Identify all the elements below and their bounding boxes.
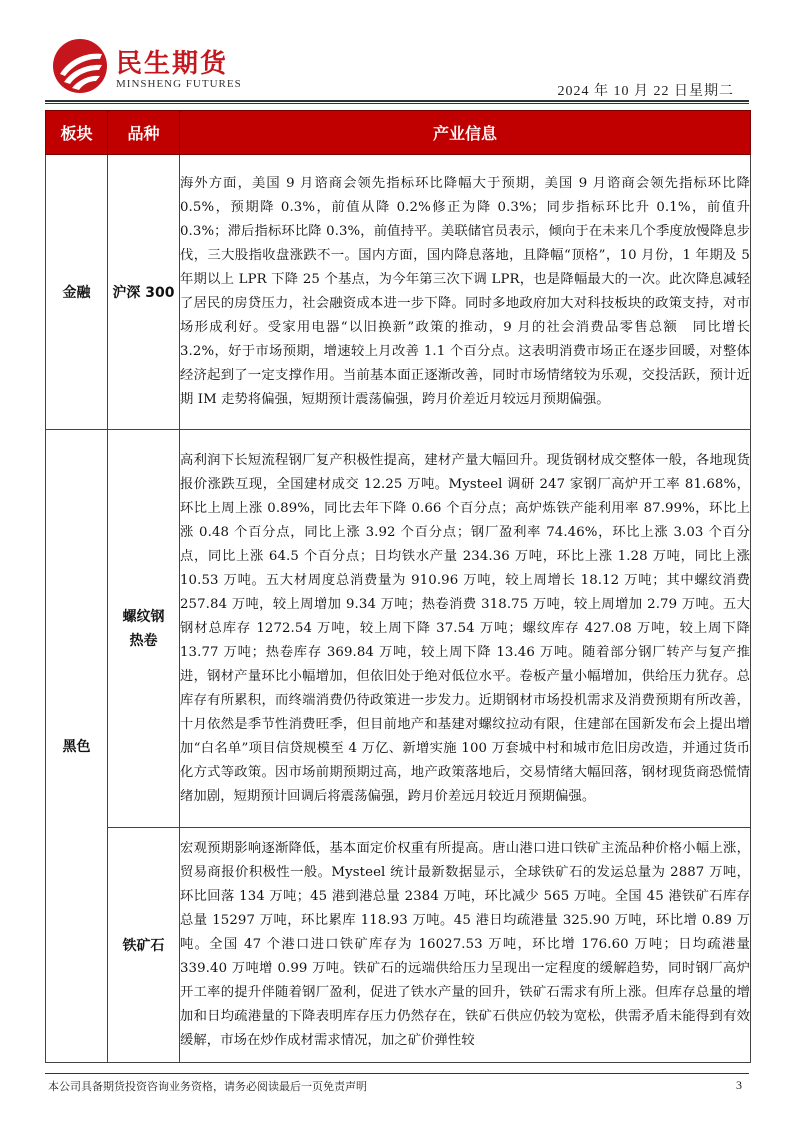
variety-cell: 铁矿石 [108, 828, 180, 1063]
brand-name-cn: 民生期货 [116, 49, 229, 79]
table-row [46, 430, 751, 828]
table-row [46, 155, 751, 430]
industry-info-table [45, 110, 751, 1063]
sector-cell: 金融 [46, 155, 108, 430]
sector-cell: 黑色 [46, 430, 108, 1063]
table-row [46, 828, 751, 1063]
page-header [0, 0, 794, 106]
page-number: 3 [736, 1078, 742, 1092]
report-date: 2024 年 10 月 22 日星期二 [557, 84, 734, 99]
brand-name-en: MINSHENG FUTURES [116, 78, 242, 90]
column-header-variety: 品种 [108, 111, 180, 155]
variety-label-line2: 热卷 [129, 632, 158, 649]
table-header-row [46, 111, 751, 155]
header-divider [45, 100, 749, 102]
column-header-info: 产业信息 [180, 111, 751, 155]
info-cell: 高利润下长短流程钢厂复产积极性提高，建材产量大幅回升。现货钢材成交整体一般，各地现货报价涨跌互现，全国建材成交 12.25 万吨。Mysteel 调研 247 家钢厂高炉开工率 81.68%，环比上周上涨 0.89%，同比去年下降 0.66 个百分点；高炉炼铁产能利用率 87.99%，环比上涨 0.48 个百分点，同比上涨 3.92 个百分点；钢厂盈利率 74.46%，环比上涨 3.03 个百分点，同比上涨 64.5 个百分点；日均铁水产量 234.36 万吨，环比上涨 1.28 万吨，同比上涨 10.53 万吨。五大材周度总消费量为 910.96 万吨，较上周增长 18.12 万吨；其中螺纹消费 257.84 万吨，较上周增加 9.34 万吨；热卷消费 318.75 万吨，较上周增加 2.79 万吨。五大钢材总库存 1272.54 万吨，较上周下降 37.54 万吨；螺纹库存 427.08 万吨，较上周下降 13.77 万吨；热卷库存 369.84 万吨，较上周下降 13.46 万吨。随着部分钢厂转产与复产推进，钢材产量环比小幅增加，但依旧处于绝对低位水平。卷板产量小幅增加，供给压力犹存。总库存有所累积，而终端消费仍待政策进一步发力。近期钢材市场投机需求及消费预期有所改善，十月依然是季节性消费旺季，但目前地产和基建对螺纹拉动有限，住建部在国新发布会上提出增加“白名单”项目信贷规模至 4 万亿、新增实施 100 万套城中村和城市危旧房改造，并通过货币化方式等政策。因市场前期预期过高，地产政策落地后，交易情绪大幅回落，钢材现货商恐慌情绪加剧，短期预计回调后将震荡偏强，跨月价差远月较近月预期偏强。 [180, 430, 751, 828]
variety-cell [108, 430, 180, 828]
minsheng-logo-icon [52, 38, 108, 94]
header-divider-thin [45, 103, 749, 104]
footer-divider [45, 1073, 749, 1074]
variety-cell: 沪深 300 [108, 155, 180, 430]
column-header-sector: 板块 [46, 111, 108, 155]
info-cell: 海外方面，美国 9 月谘商会领先指标环比降幅大于预期，美国 9 月谘商会领先指标环比降 0.5%，预期降 0.3%，前值从降 0.2%修正为降 0.3%；同步指标环比升 0.1%，前值升 0.3%；滞后指标环比降 0.3%，前值持平。美联储官员表示，倾向于在未来几个季度放慢降息步伐，三大股指收盘涨跌不一。国内方面，国内降息落地，且降幅“顶格”，10 月份，1 年期及 5 年期以上 LPR 下降 25 个基点，为今年第三次下调 LPR，也是降幅最大的一次。此次降息减轻了居民的房贷压力，社会融资成本进一步下降。同时多地政府加大对科技板块的政策支持，对市场形成利好。受家用电器“以旧换新”政策的推动，9 月的社会消费品零售总额 同比增长 3.2%，好于市场预期，增速较上月改善 1.1 个百分点。这表明消费市场正在逐步回暖，对整体经济起到了一定支撑作用。当前基本面正逐渐改善，同时市场情绪较为乐观，交投活跃，预计近期 IM 走势将偏强，短期预计震荡偏强，跨月价差近月较远月预期偏强。 [180, 155, 751, 430]
footer-disclaimer: 本公司具备期货投资咨询业务资格，请务必阅读最后一页免责声明 [48, 1080, 367, 1093]
info-cell: 宏观预期影响逐渐降低，基本面定价权重有所提高。唐山港口进口铁矿主流品种价格小幅上涨，贸易商报价积极性一般。Mysteel 统计最新数据显示，全球铁矿石的发运总量为 2887 万吨，环比回落 134 万吨；45 港到港总量 2384 万吨，环比减少 565 万吨。全国 45 港铁矿石库存总量 15297 万吨，环比累库 118.93 万吨。45 港日均疏港量 325.90 万吨，环比增 0.89 万吨。全国 47 个港口进口铁矿库存为 16027.53 万吨，环比增 176.60 万吨；日均疏港量 339.40 万吨增 0.99 万吨。铁矿石的远端供给压力呈现出一定程度的缓解趋势，同时钢厂高炉开工率的提升伴随着钢厂盈利，促进了铁水产量的回升，铁矿石需求有所上涨。但库存总量的增加和日均疏港量的下降表明库存压力仍然存在，铁矿石供应仍较为宽松，供需矛盾未能得到有效缓解，市场在炒作成材需求情况，加之矿价弹性较 [180, 828, 751, 1063]
variety-label-line1: 螺纹钢 [122, 608, 165, 625]
